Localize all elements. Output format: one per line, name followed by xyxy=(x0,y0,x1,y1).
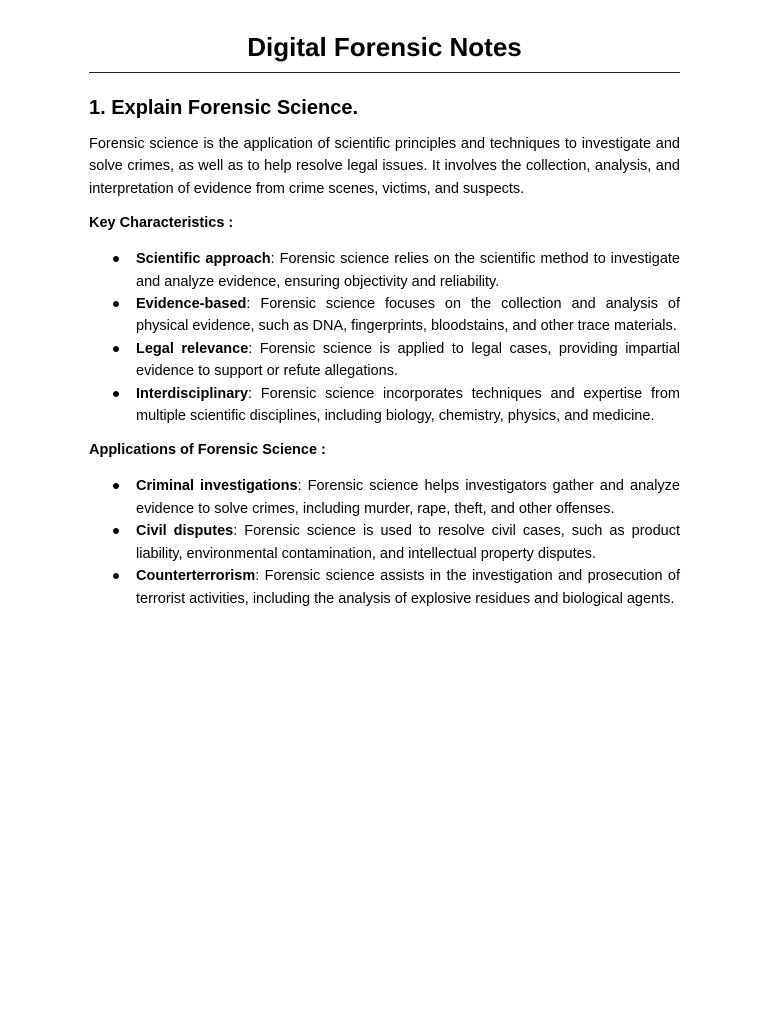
list-item xyxy=(89,475,680,520)
item-term: Civil disputes xyxy=(136,523,234,540)
item-term: Scientific approach xyxy=(136,251,271,268)
item-term: Interdisciplinary xyxy=(136,385,249,402)
bullet-icon xyxy=(113,528,119,534)
item-term: Criminal investigations xyxy=(136,478,298,495)
item-term: Legal relevance xyxy=(136,340,249,357)
item-text: : Forensic science focuses on the collection and analysis of physical evidence, such as DNA, fingerprints, bloodstains, and other trace materials. xyxy=(136,296,680,335)
list-item xyxy=(89,565,680,610)
list-item xyxy=(89,383,680,428)
bullet-icon xyxy=(113,391,119,397)
bullet-icon xyxy=(113,346,119,352)
item-text: : Forensic science incorporates techniques and expertise from multiple scientific disciplines, including biology, chemistry, physics, and medicine. xyxy=(136,385,680,425)
applications-list xyxy=(89,475,680,609)
bullet-icon xyxy=(113,573,119,579)
list-item xyxy=(89,293,680,338)
applications-heading: Applications of Forensic Science : xyxy=(89,442,326,459)
item-text: : Forensic science relies on the scientific method to investigate and analyze evidence, ensuring objectivity and reliability. xyxy=(136,251,680,290)
item-text: : Forensic science is applied to legal cases, providing impartial evidence to support or refute allegations. xyxy=(136,340,680,380)
bullet-icon xyxy=(113,483,119,489)
title-divider xyxy=(89,72,680,73)
list-item xyxy=(89,338,680,383)
document-title: Digital Forensic Notes xyxy=(247,32,522,62)
item-text: : Forensic science assists in the investigation and prosecution of terrorist activities, including the analysis of explosive residues and biological agents. xyxy=(136,568,680,607)
document-page xyxy=(89,0,680,610)
section-heading: 1. Explain Forensic Science. xyxy=(89,97,359,119)
list-item xyxy=(89,520,680,565)
key-characteristics-heading: Key Characteristics : xyxy=(89,215,234,232)
item-term: Counterterrorism xyxy=(136,568,256,585)
bullet-icon xyxy=(113,301,119,307)
item-term: Evidence-based xyxy=(136,296,247,313)
list-item xyxy=(89,248,680,293)
intro-paragraph: Forensic science is the application of scientific principles and techniques to investigate and solve crimes, as well as to help resolve legal issues. It involves the collection, analysis, and interpretation of evidence from crime scenes, victims, and suspects. xyxy=(89,136,680,197)
bullet-icon xyxy=(113,256,119,262)
item-text: : Forensic science is used to resolve civil cases, such as product liability, environmental contamination, and intellectual property disputes. xyxy=(136,523,680,562)
key-characteristics-list xyxy=(89,248,680,427)
item-text: : Forensic science helps investigators gather and analyze evidence to solve crimes, including murder, rape, theft, and other offenses. xyxy=(136,478,680,517)
